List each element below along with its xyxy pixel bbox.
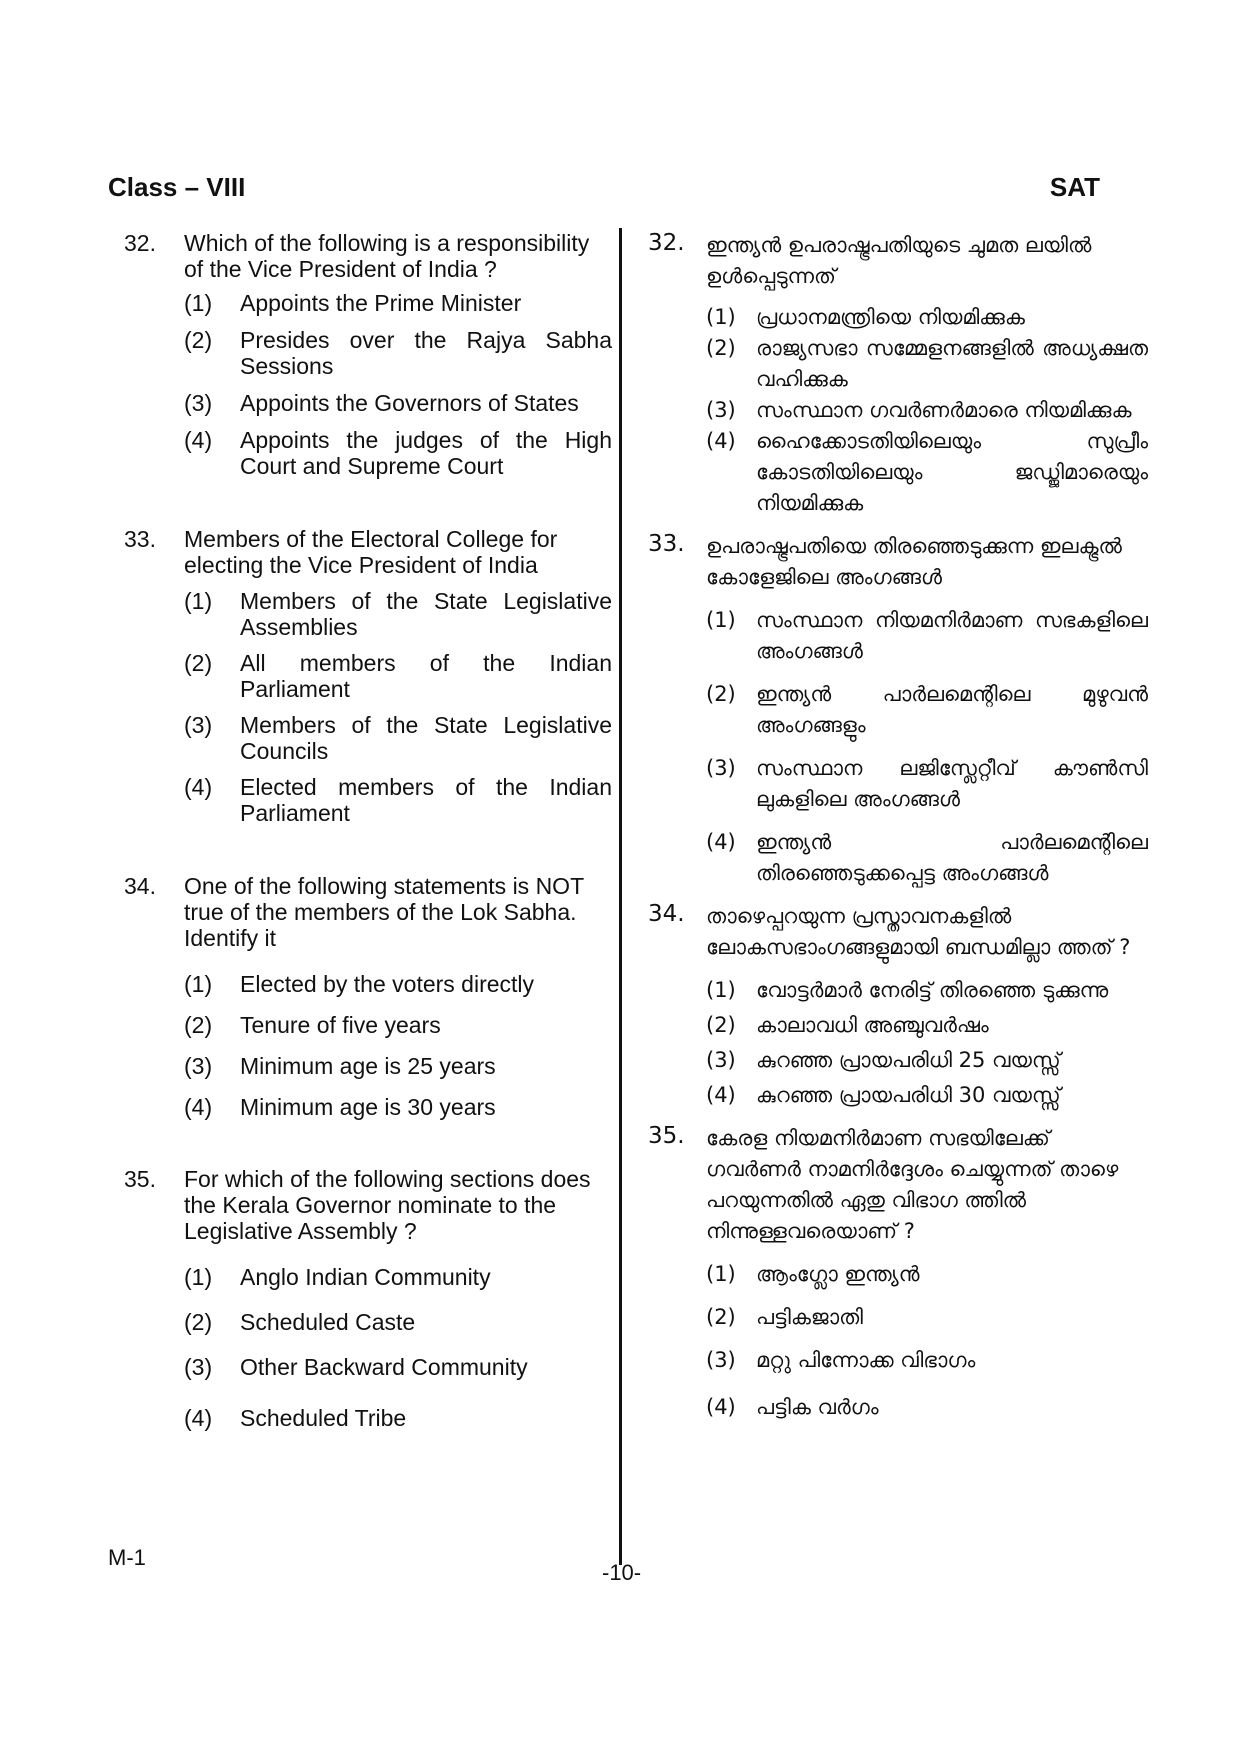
option: (1) Anglo Indian Community xyxy=(184,1264,491,1290)
option: (1) Appoints the Prime Minister xyxy=(184,290,522,316)
option: (2) കാലാവധി അഞ്ചുവർഷം xyxy=(706,1013,989,1037)
option: (3) സംസ്ഥാന ലജിസ്ലേറ്റീവ് കൗൺസി ലുകളിലെ അംഗങ്ങൾ xyxy=(706,756,1148,811)
question-32-en xyxy=(112,230,612,479)
option: (3) Minimum age is 25 years xyxy=(184,1053,496,1079)
option: (1) Members of the State Legislative Assemblies xyxy=(184,588,612,640)
option: (2) All members of the Indian Parliament xyxy=(184,650,612,702)
option: (3) സംസ്ഥാന ഗവർണർമാരെ നിയമിക്കുക xyxy=(706,398,1132,422)
option: (1) സംസ്ഥാന നിയമനിർമാണ സഭകളിലെ അംഗങ്ങൾ xyxy=(706,608,1148,663)
question-34-ml: 34. താഴെപ്പറയുന്ന പ്രസ്താവനകളിൽ ലോകസഭാംഗങ്ങളുമായി ബന്ധമില്ലാ ത്തത് ? (1) വോട്ടർമാർ നേരിട്ട് തിരഞ്ഞെ ടുക്കുന്നു (2) കാലാവധി അഞ്ചുവർഷം (3) കുറഞ്ഞ പ്രായപരിധി 25 വയസ്സ് (4) കുറഞ്ഞ പ്രായപരിധി 30 വയസ്സ് xyxy=(648,901,1148,1111)
class-label: Class – VIII xyxy=(108,172,246,202)
option: (3) മറ്റു പിന്നോക്ക വിഭാഗം xyxy=(706,1348,976,1372)
question-32-ml: 32. ഇന്ത്യൻ ഉപരാഷ്ട്രപതിയുടെ ചുമത ലയിൽ ഉൾപ്പെടുന്നത് (1) പ്രധാനമന്ത്രിയെ നിയമിക്കുക (2) രാജ്യസഭാ സമ്മേളനങ്ങളിൽ അധ്യക്ഷത വഹിക്കുക (3) സംസ്ഥാന ഗവർണർമാരെ നിയമിക്കുക (4) ഹൈക്കോടതിയിലെയും സുപ്രീം കോടതിയിലെയും ജഡ്ജിമാരെയും നിയമിക്കുക xyxy=(648,230,1148,519)
question-34-en: 34. One of the following statements is NOT true of the members of the Lok Sabha. Identify it (1) Elected by the voters directly (2) Tenure of five years (3) Minimum age is 25 years (4) Minimum age is 30 years xyxy=(112,873,612,1120)
question-33-ml: 33. ഉപരാഷ്ട്രപതിയെ തിരഞ്ഞെടുക്കുന്ന ഇലക്ട്രൽ കോളേജിലെ അംഗങ്ങൾ (1) സംസ്ഥാന നിയമനിർമാണ സഭകളിലെ അംഗങ്ങൾ (2) ഇന്ത്യൻ പാർലമെന്റിലെ മുഴുവൻ അംഗങ്ങളും (3) സംസ്ഥാന ലജിസ്ലേറ്റീവ് കൗൺസി ലുകളിലെ അംഗങ്ങൾ (4) ഇന്ത്യൻ പാർലമെന്റിലെ തിരഞ്ഞെടുക്കപ്പെട്ട അംഗങ്ങൾ xyxy=(648,531,1148,889)
option: (2) ഇന്ത്യൻ പാർലമെന്റിലെ മുഴുവൻ അംഗങ്ങളും xyxy=(706,682,1148,737)
option: (4) പട്ടിക വർഗം xyxy=(706,1395,879,1419)
malayalam-column xyxy=(648,230,1148,1423)
form-code: M-1 xyxy=(108,1545,146,1570)
option: (4) Minimum age is 30 years xyxy=(184,1094,496,1120)
option: (2) പട്ടികജാതി xyxy=(706,1305,863,1329)
option: (2) Tenure of five years xyxy=(184,1012,441,1038)
question-35-en: 35. For which of the following sections does the Kerala Governor nominate to the Legislative Assembly ? (1) Anglo Indian Community (2) Scheduled Caste (3) Other Backward Community (4) Scheduled Tribe xyxy=(112,1166,612,1431)
option: (4) ഇന്ത്യൻ പാർലമെന്റിലെ തിരഞ്ഞെടുക്കപ്പെട്ട അംഗങ്ങൾ xyxy=(706,830,1148,885)
option: (2) Scheduled Caste xyxy=(184,1309,416,1335)
question-number: 32. xyxy=(124,230,156,256)
option: (4) Elected members of the Indian Parliament xyxy=(184,774,612,826)
option: (3) Other Backward Community xyxy=(184,1354,528,1380)
option: (1) Elected by the voters directly xyxy=(184,971,535,997)
option: (3) Members of the State Legislative Councils xyxy=(184,712,612,764)
option: (4) ഹൈക്കോടതിയിലെയും സുപ്രീം കോടതിയിലെയും ജഡ്ജിമാരെയും നിയമിക്കുക xyxy=(706,429,1148,515)
option: (4) Scheduled Tribe xyxy=(184,1405,407,1431)
option: (3) Appoints the Governors of States xyxy=(184,390,579,416)
exam-label: SAT xyxy=(1049,172,1100,202)
option: (1) പ്രധാനമന്ത്രിയെ നിയമിക്കുക xyxy=(706,305,1025,329)
question-35-ml: 35. കേരള നിയമനിർമാണ സഭയിലേക്ക് ഗവർണർ നാമനിർദ്ദേശം ചെയ്യുന്നത് താഴെ പറയുന്നതിൽ ഏതു വിഭാഗ ത്തിൽ നിന്നുള്ളവരെയാണ് ? (1) ആംഗ്ലോ ഇന്ത്യൻ (2) പട്ടികജാതി (3) മറ്റു പിന്നോക്ക വിഭാഗം (4) പട്ടിക വർഗം xyxy=(648,1123,1148,1423)
option: (2) Presides over the Rajya Sabha Sessions xyxy=(184,327,612,379)
option: (1) ആംഗ്ലോ ഇന്ത്യൻ xyxy=(706,1262,920,1286)
question-text: Which of the following is a responsibility of the Vice President of India ? xyxy=(184,230,590,282)
question-33-en: 33. Members of the Electoral College for electing the Vice President of India (1) Members of the State Legislative Assemblies (2) All members of the Indian Parliament (3) Members of the State Legislative Councils (4) Elected members of the Indian Parliament xyxy=(124,526,612,826)
option: (2) രാജ്യസഭാ സമ്മേളനങ്ങളിൽ അധ്യക്ഷത വഹിക്കുക xyxy=(706,336,1148,391)
option: (1) വോട്ടർമാർ നേരിട്ട് തിരഞ്ഞെ ടുക്കുന്നു xyxy=(706,978,1109,1002)
column-divider xyxy=(619,228,622,1565)
page-number: -10- xyxy=(602,1560,642,1585)
option: (4) Appoints the judges of the High Court and Supreme Court xyxy=(184,427,612,479)
option: (4) കുറഞ്ഞ പ്രായപരിധി 30 വയസ്സ് xyxy=(706,1083,1061,1107)
english-column xyxy=(112,230,612,1431)
option: (3) കുറഞ്ഞ പ്രായപരിധി 25 വയസ്സ് xyxy=(706,1048,1061,1072)
